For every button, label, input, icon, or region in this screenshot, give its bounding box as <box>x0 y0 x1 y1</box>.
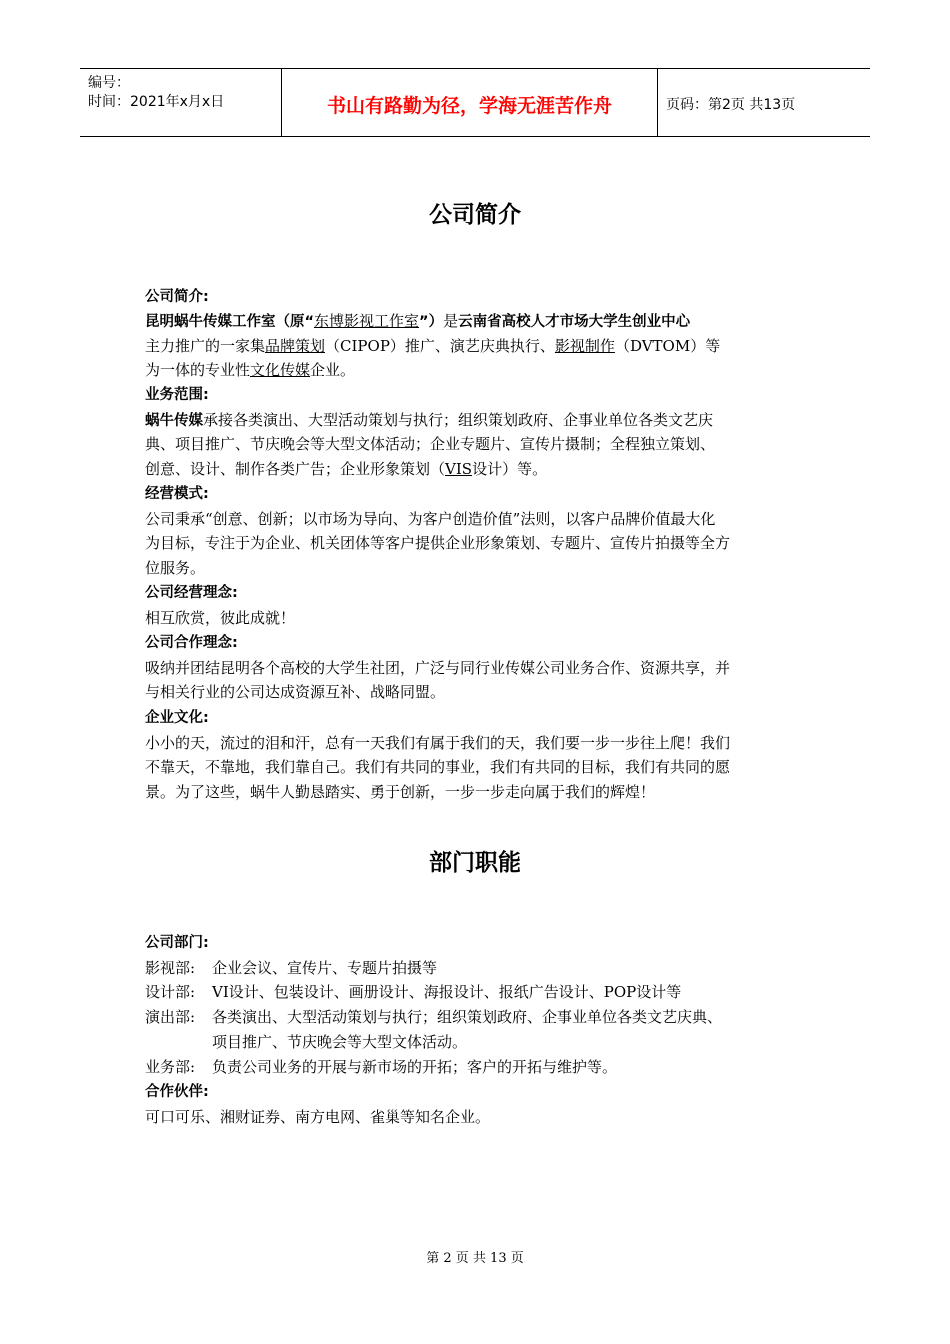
intro-verb: 是 <box>443 312 459 330</box>
film-production-link[interactable]: 影视制作 <box>554 336 615 355</box>
intro-heading: 公司简介: <box>145 289 209 305</box>
code-label: 编号： <box>88 75 130 91</box>
dept-desc: 企业会议、宣传片、专题片拍摄等 <box>212 958 438 977</box>
dept-heading: 公司部门: <box>145 935 209 951</box>
coop-heading: 公司合作理念: <box>145 635 238 651</box>
dept-row-show <box>145 1005 722 1030</box>
vis-link[interactable]: VIS <box>445 459 473 478</box>
partner-heading: 合作伙伴: <box>145 1084 209 1100</box>
dept-desc: 项目推广、节庆晚会等大型文体活动。 <box>212 1032 468 1051</box>
intro-line-1 <box>145 309 810 335</box>
scope-heading: 业务范围: <box>145 387 209 403</box>
intro-former-name-link[interactable]: 东博影视工作室 <box>314 312 420 330</box>
intro-text: （CIPOP）推广、演艺庆典执行、 <box>325 336 555 355</box>
dept-row-show-cont <box>145 1030 467 1055</box>
scope-line-1 <box>145 408 810 434</box>
mode-line-1: 公司秉承“创意、创新；以市场为导向、为客户创造价值”法则，以客户品牌价值最大化 <box>145 509 716 528</box>
idea-line-1: 相互欣赏，彼此成就！ <box>145 608 296 627</box>
intro-text: 企业。 <box>310 361 356 379</box>
intro-text: 主力推广的一家集 <box>145 336 266 355</box>
dept-desc: 各类演出、大型活动策划与执行；组织策划政府、企事业单位各类文艺庆典、 <box>212 1008 723 1026</box>
dept-label: 设计部: <box>145 983 196 1001</box>
dept-desc: 负责公司业务的开展与新市场的开拓；客户的开拓与维护等。 <box>212 1057 618 1076</box>
dept-label: 演出部: <box>145 1008 196 1026</box>
header-page-cell <box>658 69 870 136</box>
culture-media-link[interactable]: 文化传媒 <box>250 361 311 379</box>
dept-row-business <box>145 1055 617 1080</box>
coop-line-1: 吸纳并团结昆明各个高校的大学生社团，广泛与同行业传媒公司业务合作、资源共享，并 <box>145 658 731 677</box>
section-title-company-intro: 公司简介 <box>429 202 521 228</box>
motto: 书山有路勤为径，学海无涯苦作舟 <box>326 95 612 117</box>
intro-line-2 <box>145 334 810 359</box>
dept-row-design <box>145 980 681 1005</box>
culture-line-3: 景。为了这些，蜗牛人勤恳踏实、勇于创新，一步一步走向属于我们的辉煌！ <box>145 782 656 801</box>
culture-heading: 企业文化: <box>145 710 209 726</box>
intro-text: 为一体的专业性 <box>145 361 251 379</box>
section-title-departments: 部门职能 <box>429 850 521 876</box>
partner-line: 可口可乐、湘财证券、南方电网、雀巢等知名企业。 <box>145 1107 491 1126</box>
dept-row-film <box>145 956 437 981</box>
intro-quote-close: ”） <box>419 314 444 330</box>
scope-brand: 蜗牛传媒 <box>145 412 203 429</box>
mode-heading: 经营模式: <box>145 486 209 502</box>
intro-line-3 <box>145 358 810 383</box>
dept-label: 影视部: <box>145 958 196 977</box>
scope-line-2: 典、项目推广、节庆晚会等大型文体活动；企业专题片、宣传片摄制；全程独立策划、 <box>145 435 716 453</box>
intro-center-name: 云南省高校人才市场大学生创业中心 <box>458 314 691 330</box>
page-header <box>80 68 870 137</box>
culture-line-2: 不靠天，不靠地，我们靠自己。我们有共同的事业，我们有共同的目标，我们有共同的愿 <box>145 758 731 776</box>
header-page-label: 页码：第2页 共13页 <box>666 97 796 113</box>
culture-line-1: 小小的天，流过的泪和汗，总有一天我们有属于我们的天，我们要一步一步往上爬！我们 <box>145 733 731 752</box>
header-meta-cell <box>80 69 282 136</box>
scope-line-3 <box>145 457 810 482</box>
dept-label: 业务部: <box>145 1057 196 1076</box>
scope-text: 承接各类演出、大型活动策划与执行；组织策划政府、企事业单位各类文艺庆 <box>203 410 714 429</box>
intro-company-name: 昆明蜗牛传媒工作室（原“ <box>145 314 315 330</box>
time-label: 时间：2021年x月x日 <box>88 94 225 110</box>
scope-text: 设计）等。 <box>472 459 548 478</box>
idea-heading: 公司经营理念: <box>145 585 238 601</box>
brand-planning-link[interactable]: 品牌策划 <box>265 336 326 355</box>
coop-line-2: 与相关行业的公司达成资源互补、战略同盟。 <box>145 683 446 701</box>
intro-text: （DVTOM）等 <box>614 336 721 355</box>
page-footer: 第 2 页 共 13 页 <box>426 1251 524 1266</box>
dept-desc: VI设计、包装设计、画册设计、海报设计、报纸广告设计、POP设计等 <box>212 983 682 1001</box>
scope-text: 创意、设计、制作各类广告；企业形象策划（ <box>145 459 446 478</box>
mode-line-3: 位服务。 <box>145 558 206 577</box>
header-motto-cell <box>282 69 658 136</box>
mode-line-2: 为目标，专注于为企业、机关团体等客户提供企业形象策划、专题片、宣传片拍摄等全方 <box>145 534 731 552</box>
